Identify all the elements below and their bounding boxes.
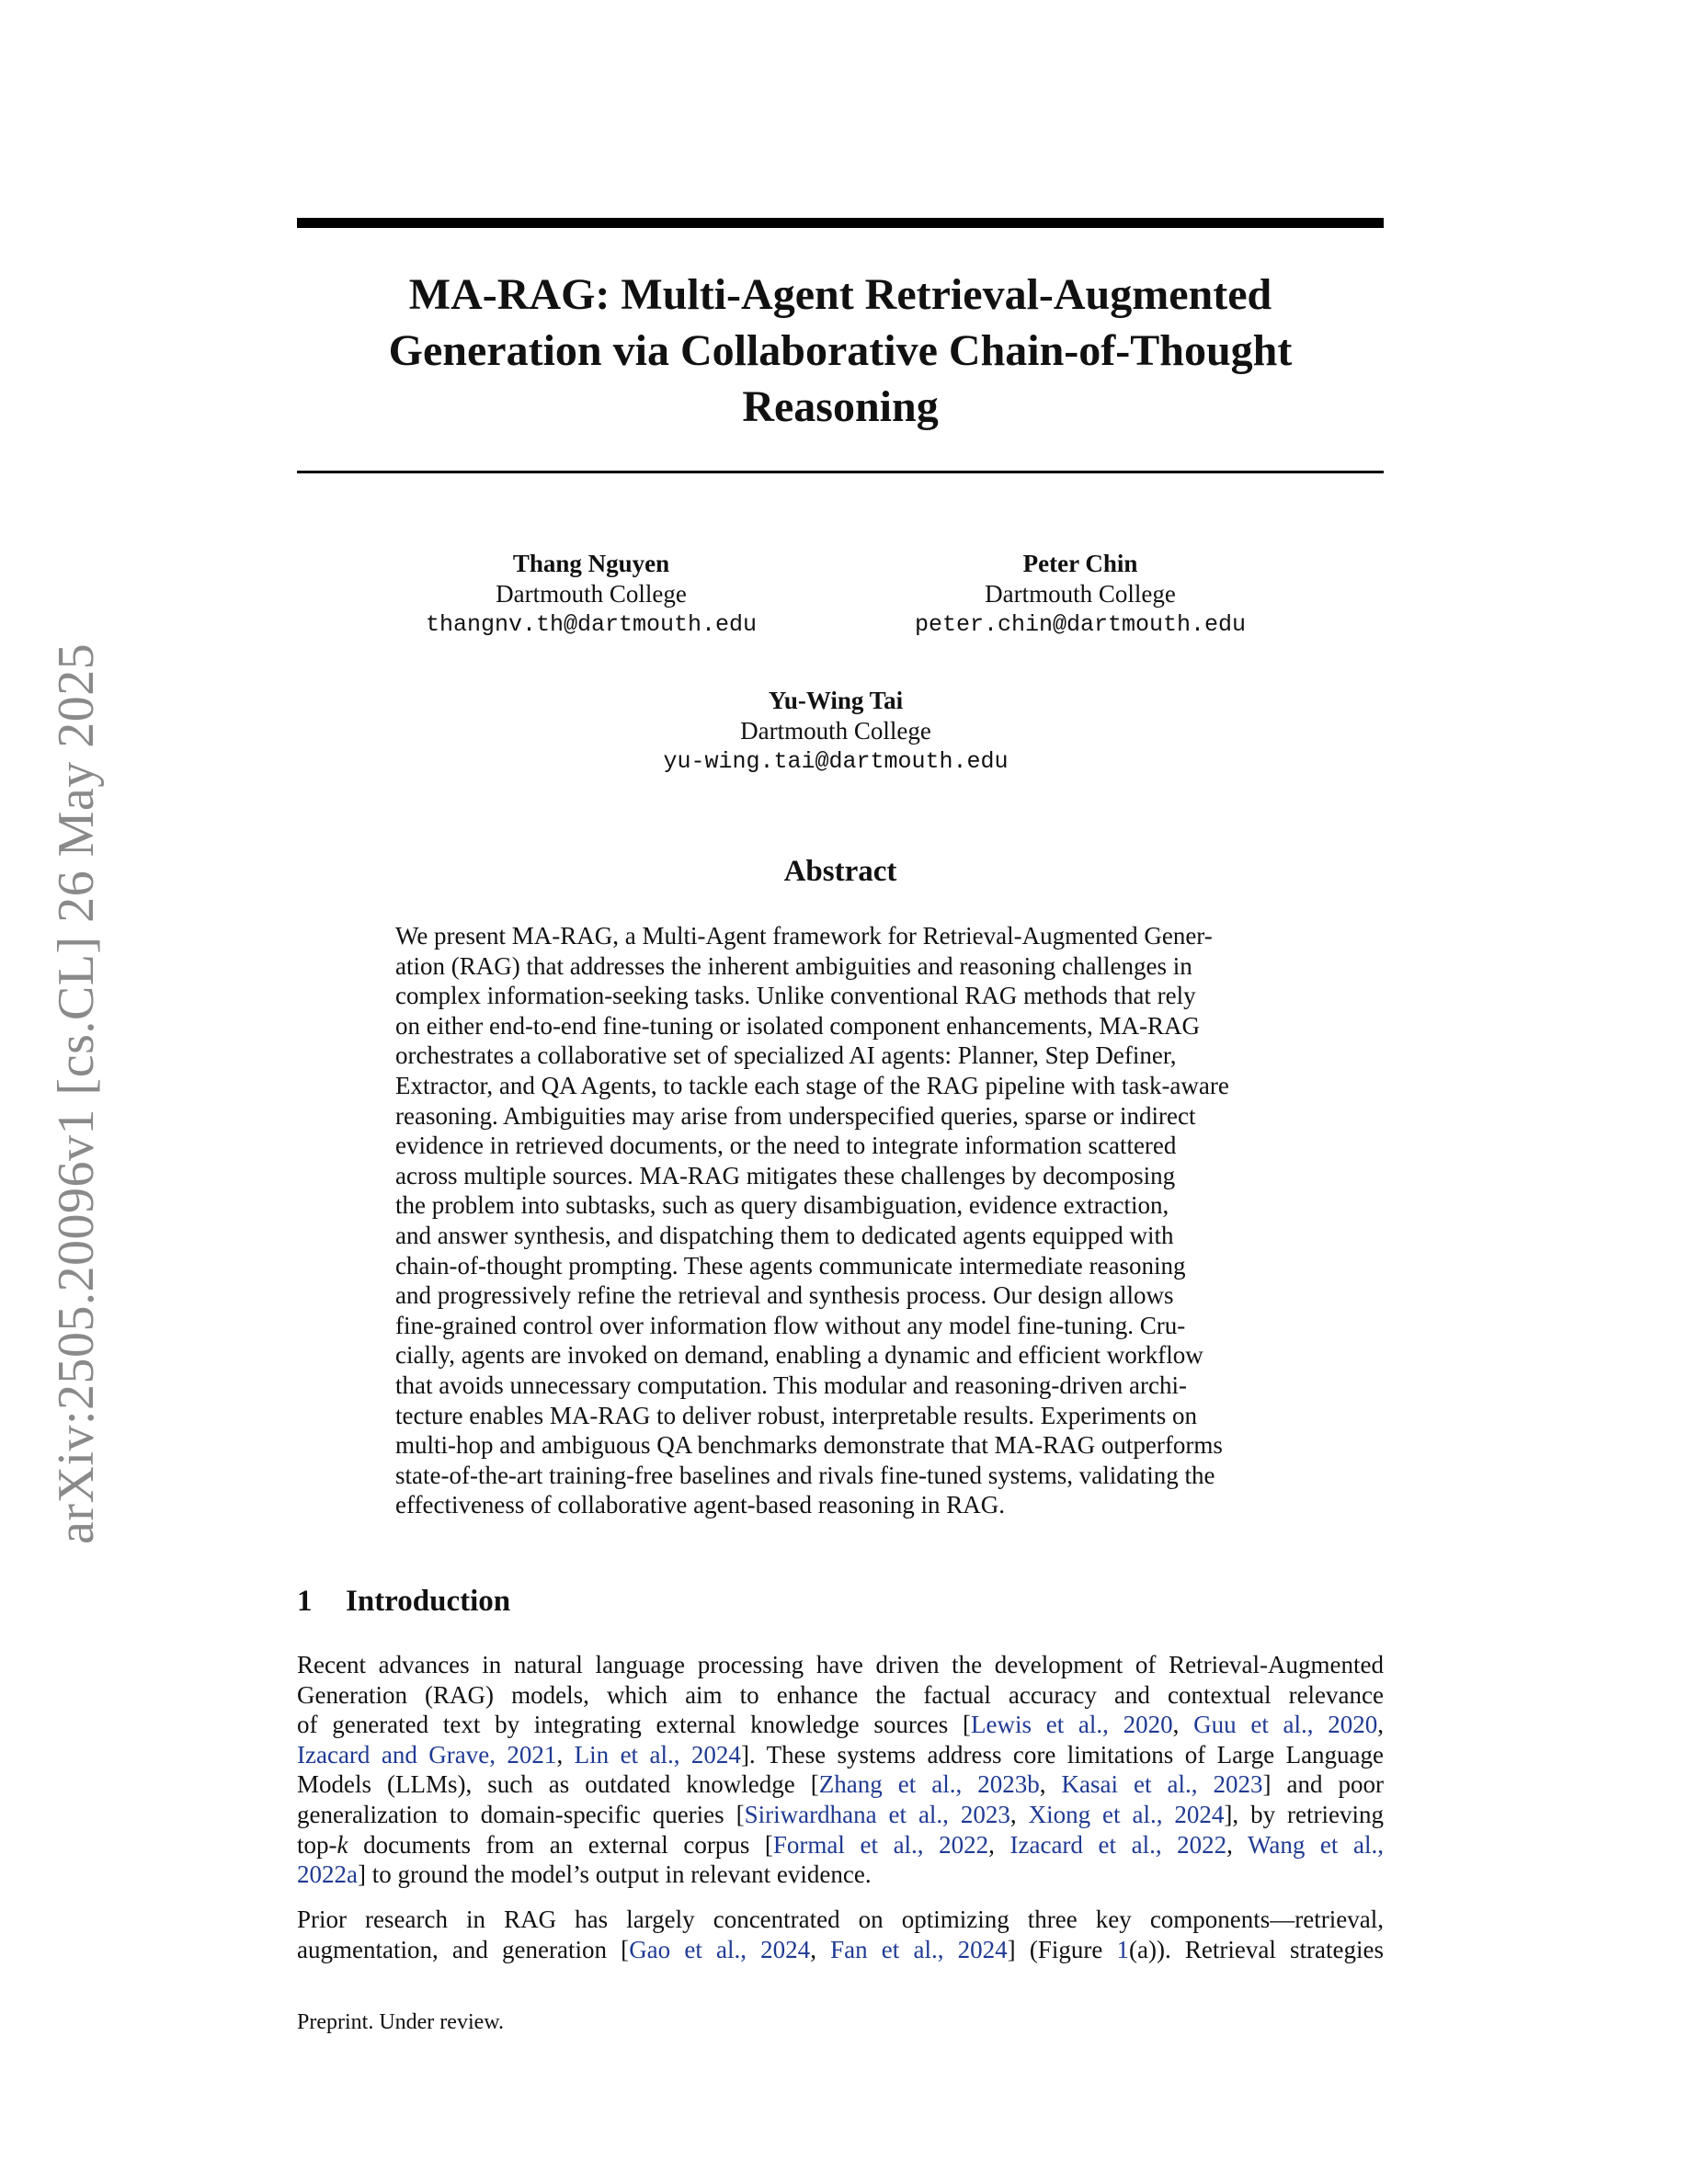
- text-run: ,: [1172, 1711, 1194, 1739]
- abstract-body: [395, 921, 1285, 1520]
- citation-link[interactable]: Zhang et al., 2023b: [818, 1770, 1040, 1799]
- abstract-line: and progressively refine the retrieval and synthesis process. Our design allows: [395, 1281, 1174, 1310]
- abstract-line: the problem into subtasks, such as query disambiguation, evidence extraction,: [395, 1191, 1169, 1220]
- paragraph-line: [297, 1740, 1384, 1770]
- abstract-line: complex information-seeking tasks. Unlike conventional RAG methods that rely: [395, 982, 1196, 1010]
- abstract-line: that avoids unnecessary computation. This modular and reasoning-driven archi-: [395, 1371, 1188, 1399]
- text-run: ,: [1226, 1830, 1249, 1859]
- text-run: generalization to domain-specific queries [: [297, 1800, 745, 1828]
- citation-link[interactable]: Izacard and Grave, 2021: [297, 1740, 557, 1769]
- author-name: Peter Chin: [1022, 550, 1138, 577]
- citation-link[interactable]: Lewis et al., 2020: [971, 1711, 1173, 1739]
- abstract-line: chain-of-thought prompting. These agents communicate intermediate reasoning: [395, 1251, 1186, 1280]
- author-block: [407, 549, 775, 640]
- paragraph-line: [297, 1935, 1384, 1965]
- abstract-line: on either end-to-end fine-tuning or isolated component enhancements, MA-RAG: [395, 1011, 1201, 1040]
- paragraph-line: [297, 1860, 1384, 1890]
- abstract-line: evidence in retrieved documents, or the need to integrate information scattered: [395, 1132, 1177, 1160]
- text-run: ] to ground the model’s output in relevant evidence.: [357, 1860, 872, 1889]
- author-email[interactable]: peter.chin@dartmouth.edu: [914, 611, 1247, 638]
- intro-paragraph-2: [297, 1905, 1384, 1964]
- paragraph-line: [297, 1800, 1384, 1830]
- abstract-line: across multiple sources. MA-RAG mitigates these challenges by decomposing: [395, 1161, 1176, 1189]
- abstract-line: cially, agents are invoked on demand, enabling a dynamic and efficient workflow: [395, 1341, 1203, 1370]
- abstract-heading: Abstract: [783, 855, 897, 888]
- paragraph-line: [297, 1650, 1384, 1680]
- citation-link[interactable]: Formal et al., 2022: [772, 1830, 989, 1859]
- title-top-rule: [297, 218, 1384, 228]
- section-title: Introduction: [346, 1585, 511, 1618]
- abstract-line: Extractor, and QA Agents, to tackle each stage of the RAG pipeline with task-aware: [395, 1071, 1229, 1099]
- citation-link[interactable]: Izacard et al., 2022: [1009, 1830, 1227, 1859]
- citation-link[interactable]: Siriwardhana et al., 2023: [744, 1800, 1010, 1828]
- text-run: ,: [1377, 1711, 1385, 1739]
- math-variable: k: [336, 1830, 348, 1859]
- abstract-line: tecture enables MA-RAG to deliver robust, interpretable results. Experiments on: [395, 1401, 1198, 1429]
- author-email[interactable]: thangnv.th@dartmouth.edu: [425, 611, 758, 638]
- author-block: [896, 549, 1264, 640]
- citation-link[interactable]: Xiong et al., 2024: [1028, 1800, 1225, 1828]
- citation-link[interactable]: Wang et al.,: [1248, 1830, 1384, 1859]
- text-run: Generation (RAG) models, which aim to enhance the factual accuracy and contextual relevance: [297, 1680, 1384, 1709]
- citation-link[interactable]: Fan et al., 2024: [830, 1935, 1008, 1963]
- footer-note: Preprint. Under review.: [297, 2010, 505, 2034]
- text-run: ,: [1009, 1800, 1029, 1828]
- paragraph-line: [297, 1769, 1384, 1800]
- arxiv-identifier-stamp: arXiv:2505.20096v1 [cs.CL] 26 May 2025: [48, 643, 105, 1544]
- text-run: ,: [988, 1830, 1010, 1859]
- paragraph-line: [297, 1905, 1384, 1935]
- abstract-line: We present MA-RAG, a Multi-Agent framework for Retrieval-Augmented Gener-: [395, 922, 1213, 950]
- text-run: top-: [297, 1830, 337, 1859]
- text-run: ]. These systems address core limitations of Large Language: [740, 1740, 1385, 1769]
- text-run: ] and poor: [1262, 1770, 1384, 1799]
- paper-title: [297, 267, 1384, 435]
- text-run: (a)). Retrieval strategies: [1129, 1935, 1384, 1963]
- citation-link[interactable]: Guu et al., 2020: [1193, 1711, 1378, 1739]
- text-run: ], by retrieving: [1224, 1800, 1384, 1828]
- abstract-line: orchestrates a collaborative set of specialized AI agents: Planner, Step Definer,: [395, 1041, 1177, 1070]
- section-heading-introduction: [297, 1583, 510, 1620]
- text-run: ,: [810, 1935, 831, 1963]
- title-bottom-rule: [297, 471, 1384, 473]
- citation-link[interactable]: Gao et al., 2024: [629, 1935, 811, 1963]
- author-block: [652, 686, 1020, 777]
- author-affiliation: Dartmouth College: [985, 580, 1176, 608]
- abstract-line: reasoning. Ambiguities may arise from underspecified queries, sparse or indirect: [395, 1101, 1196, 1130]
- title-line: MA-RAG: Multi-Agent Retrieval-Augmented: [408, 270, 1272, 319]
- author-affiliation: Dartmouth College: [496, 580, 687, 608]
- author-name: Yu-Wing Tai: [768, 687, 904, 714]
- abstract-line: ation (RAG) that addresses the inherent ambiguities and reasoning challenges in: [395, 951, 1192, 980]
- paragraph-line: [297, 1830, 1384, 1860]
- figure-reference-link[interactable]: 1: [1116, 1935, 1129, 1963]
- paragraph-line: [297, 1680, 1384, 1711]
- text-run: Prior research in RAG has largely concentrated on optimizing three key components—retrieval,: [297, 1905, 1384, 1933]
- text-run: ] (Figure: [1007, 1935, 1117, 1963]
- intro-paragraph-1: [297, 1650, 1384, 1890]
- citation-link[interactable]: 2022a: [297, 1860, 358, 1889]
- text-run: of generated text by integrating external knowledge sources [: [297, 1711, 972, 1739]
- text-run: ,: [556, 1740, 575, 1769]
- author-email[interactable]: yu-wing.tai@dartmouth.edu: [663, 748, 1009, 775]
- section-number: 1: [297, 1585, 313, 1618]
- text-run: ,: [1039, 1770, 1062, 1799]
- citation-link[interactable]: Kasai et al., 2023: [1061, 1770, 1263, 1799]
- abstract-line: multi-hop and ambiguous QA benchmarks demonstrate that MA-RAG outperforms: [395, 1431, 1223, 1460]
- text-run: documents from an external corpus [: [348, 1830, 773, 1859]
- title-line: Generation via Collaborative Chain-of-Thought: [388, 326, 1293, 375]
- text-run: Models (LLMs), such as outdated knowledge [: [297, 1770, 819, 1799]
- paragraph-line: [297, 1710, 1384, 1740]
- abstract-line: state-of-the-art training-free baselines and rivals fine-tuned systems, validating the: [395, 1461, 1215, 1489]
- text-run: Recent advances in natural language processing have driven the development of Retrieval-Augmented: [297, 1651, 1384, 1678]
- author-affiliation: Dartmouth College: [740, 717, 931, 745]
- text-run: augmentation, and generation [: [297, 1935, 630, 1963]
- title-line: Reasoning: [742, 382, 939, 431]
- abstract-line: and answer synthesis, and dispatching them to dedicated agents equipped with: [395, 1221, 1174, 1249]
- citation-link[interactable]: Lin et al., 2024: [574, 1740, 741, 1769]
- abstract-line: fine-grained control over information flow without any model fine-tuning. Cru-: [395, 1311, 1186, 1339]
- author-name: Thang Nguyen: [512, 550, 670, 577]
- abstract-line: effectiveness of collaborative agent-based reasoning in RAG.: [395, 1491, 1006, 1519]
